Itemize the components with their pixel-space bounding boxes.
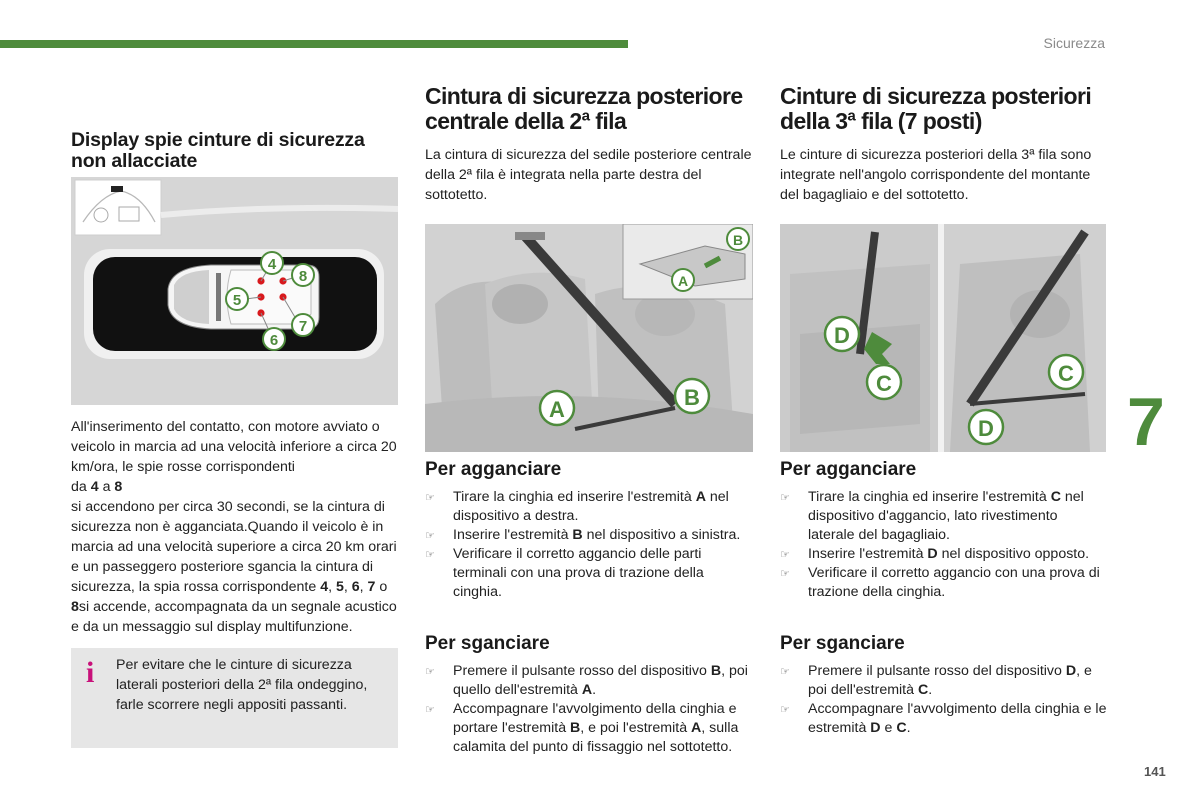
pointing-hand-bullet-icon: ☞ xyxy=(425,529,435,542)
pointing-hand-bullet-icon: ☞ xyxy=(425,665,435,678)
svg-text:5: 5 xyxy=(232,292,242,309)
col3-release-step: ☞ Premere il pulsante rosso del dispositivo D, e poi dell'estremità C. xyxy=(780,663,1092,698)
page-number: 141 xyxy=(1144,764,1166,779)
info-text: Per evitare che le cinture di sicurezza laterali posteriori della 2ª fila ondeggino, farle scorrere negli appositi passanti. xyxy=(116,657,368,713)
col3-fasten-bold-ref: D xyxy=(927,546,938,562)
col2-release-title: Per sganciare xyxy=(425,633,550,654)
callout-d-left xyxy=(825,317,859,351)
col3-fasten-steps xyxy=(780,488,1108,602)
col2-intro: La cintura di sicurezza del sedile posteriore centrale della 2ª fila è integrata nella parte destra del sottotetto. xyxy=(425,147,752,203)
svg-text:B: B xyxy=(732,232,744,248)
col2-release-title-block xyxy=(425,633,755,655)
col3-fasten-bold-ref: C xyxy=(1050,489,1061,505)
callout-4 xyxy=(261,252,283,274)
col1-bold-ref: 6 xyxy=(351,579,360,595)
svg-text:7: 7 xyxy=(298,318,308,335)
pointing-hand-bullet-icon: ☞ xyxy=(425,548,435,561)
callout-7 xyxy=(292,314,314,336)
col3-fasten-title: Per agganciare xyxy=(780,459,917,480)
third-row-belt-figure xyxy=(780,224,1106,452)
inset-callout-a xyxy=(672,269,694,291)
col1-bold-ref: 8 xyxy=(71,599,79,615)
col1-paragraph-block xyxy=(71,417,398,637)
col3-intro: Le cinture di sicurezza posteriori della 3ª fila sono integrate nell'angolo corrispondente del montante del bagagliaio e del sottotetto. xyxy=(780,147,1092,203)
section-label: Sicurezza xyxy=(1043,35,1105,51)
svg-text:A: A xyxy=(549,397,565,422)
svg-text:D: D xyxy=(834,323,850,348)
col3-release-block xyxy=(780,662,1108,738)
col2-title: Cintura di sicurezza posteriore centrale della 2ª fila xyxy=(425,83,743,134)
svg-text:4: 4 xyxy=(267,256,277,273)
pointing-hand-bullet-icon: ☞ xyxy=(780,703,790,716)
callout-c-left xyxy=(867,365,901,399)
col3-title: Cinture di sicurezza posteriori della 3ª fila (7 posti) xyxy=(780,83,1092,134)
col1-bold-ref: 4 xyxy=(90,479,99,495)
col3-fasten-block xyxy=(780,488,1108,602)
header-accent-bar xyxy=(0,40,628,48)
col3-fasten-step: ☞ Tirare la cinghia ed inserire l'estremità C nel dispositivo d'aggancio, lato rivestimento laterale del bagagliaio. xyxy=(780,489,1084,543)
svg-text:D: D xyxy=(978,416,994,441)
col2-fasten-bold-ref: A xyxy=(695,489,706,505)
col2-release-bold-ref: A xyxy=(581,682,593,698)
col1-bold-ref: 7 xyxy=(367,579,376,595)
col2-release-step: ☞ Premere il pulsante rosso del dispositivo B, poi quello dell'estremità A. xyxy=(425,663,748,698)
svg-text:C: C xyxy=(876,371,892,396)
col1-title: Display spie cinture di sicurezza non allacciate xyxy=(71,129,365,172)
col2-intro-block xyxy=(425,145,755,205)
pointing-hand-bullet-icon: ☞ xyxy=(425,703,435,716)
col3-release-bold-ref: D xyxy=(870,720,881,736)
col2-fasten-bold-ref: B xyxy=(572,527,583,543)
col2-fasten-step: ☞ Verificare il corretto aggancio delle parti terminali con una prova di trazione della cinghia. xyxy=(425,546,704,600)
col2-fasten-steps xyxy=(425,488,755,602)
col1-heading-block xyxy=(71,130,398,172)
col1-paragraph: All'inserimento del contatto, con motore avviato o veicolo in marcia ad una velocità inferiore a circa 20 km/ora, le spie rosse corrispondenti da 4 a 8 si accendono per circa 30 secondi, se la cintura di sicurezza non è agganciata.Quando il veicolo è in marcia ad una velocità superiore a circa 20 km orari e un passeggero posteriore sgancia la cintura di sicurezza, la spia rossa corrispondente 4, 5, 6, 7 o 8si accende, accompagnata da un segnale acustico e da un messaggio sul display multifunzione. xyxy=(71,419,397,635)
svg-text:A: A xyxy=(677,273,689,289)
pointing-hand-bullet-icon: ☞ xyxy=(780,567,790,580)
col2-release-step: ☞ Accompagnare l'avvolgimento della cinghia e portare l'estremità B, e poi l'estremità A, sulla calamita del punto di fissaggio nel sottotetto. xyxy=(425,701,739,755)
col3-fasten-step: ☞ Inserire l'estremità D nel dispositivo opposto. xyxy=(780,546,1090,562)
callout-5 xyxy=(226,288,248,310)
inset-callout-b xyxy=(727,228,749,250)
col2-fasten-title-block xyxy=(425,459,755,481)
col3-release-bold-ref: C xyxy=(896,720,907,736)
info-box xyxy=(71,648,398,748)
callout-b xyxy=(675,379,709,413)
pointing-hand-bullet-icon: ☞ xyxy=(780,491,790,504)
seatbelt-display-illustration xyxy=(71,177,398,405)
col3-release-bold-ref: C xyxy=(917,682,929,698)
col3-fasten-title-block xyxy=(780,459,1108,481)
col2-fasten-block xyxy=(425,488,755,602)
callout-8 xyxy=(292,264,314,286)
col1-bold-ref: 8 xyxy=(114,479,123,495)
col2-heading-block xyxy=(425,84,755,134)
seatbelt-display-figure xyxy=(71,177,398,405)
chapter-number: 7 xyxy=(1127,384,1165,460)
col3-release-step: ☞ Accompagnare l'avvolgimento della cinghia e le estremità D e C. xyxy=(780,701,1107,736)
pointing-hand-bullet-icon: ☞ xyxy=(780,548,790,561)
col3-heading-block xyxy=(780,84,1108,134)
col2-release-steps xyxy=(425,662,755,757)
col2-fasten-step: ☞ Inserire l'estremità B nel dispositivo a sinistra. xyxy=(425,527,741,543)
callout-c-right xyxy=(1049,355,1083,389)
svg-text:B: B xyxy=(684,385,700,410)
svg-text:6: 6 xyxy=(269,332,279,349)
col2-release-bold-ref: A xyxy=(691,720,702,736)
col3-release-bold-ref: D xyxy=(1065,663,1077,679)
col2-release-bold-ref: B xyxy=(710,663,722,679)
callout-d-right xyxy=(969,410,1003,444)
pointing-hand-bullet-icon: ☞ xyxy=(425,491,435,504)
third-row-belt-illustration xyxy=(780,224,1106,452)
info-icon: i xyxy=(86,656,95,689)
svg-text:C: C xyxy=(1058,361,1074,386)
col3-release-title: Per sganciare xyxy=(780,633,905,654)
col2-fasten-step: ☞ Tirare la cinghia ed inserire l'estremità A nel dispositivo a destra. xyxy=(425,489,729,524)
col3-release-title-block xyxy=(780,633,1108,655)
pointing-hand-bullet-icon: ☞ xyxy=(780,665,790,678)
svg-text:8: 8 xyxy=(298,268,308,285)
col2-release-bold-ref: B xyxy=(570,720,581,736)
col3-release-steps xyxy=(780,662,1108,738)
callout-6 xyxy=(263,328,285,350)
col1-bold-ref: 5 xyxy=(335,579,344,595)
callout-a xyxy=(540,391,574,425)
col3-fasten-step: ☞ Verificare il corretto aggancio con una prova di trazione della cinghia. xyxy=(780,565,1100,600)
center-belt-illustration xyxy=(425,224,753,452)
center-belt-figure xyxy=(425,224,753,452)
col1-bold-ref: 4 xyxy=(320,579,329,595)
col2-fasten-title: Per agganciare xyxy=(425,459,562,480)
col2-release-block xyxy=(425,662,755,757)
col3-intro-block xyxy=(780,145,1108,205)
